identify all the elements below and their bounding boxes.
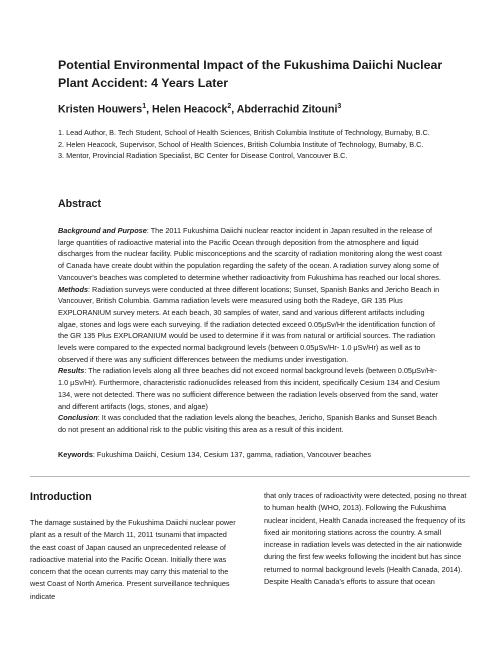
- abstract-heading: Abstract: [58, 198, 101, 210]
- author-affiliation-mark: 3: [337, 103, 342, 110]
- abstract-methods: [58, 284, 446, 366]
- keywords-label: Keywords: [58, 450, 93, 459]
- abstract-background: [58, 225, 446, 284]
- affiliation-item: 2. Helen Heacock, Supervisor, School of Health Sciences, British Columbia Institute of Technology, Burnaby, B.C.: [58, 139, 424, 149]
- keywords: [58, 450, 371, 459]
- abstract-conclusion-label: Conclusion: [58, 413, 98, 423]
- author-name: Abderrachid Zitouni: [236, 103, 338, 116]
- paper-title: Potential Environmental Impact of the Fukushima Daiichi Nuclear Plant Accident: 4 Years Later: [58, 58, 443, 90]
- abstract-results-label: Results: [58, 366, 85, 376]
- abstract-methods-text: : Radiation surveys were conducted at three different locations; Sunset, Spanish Banks and Jericho Beach in Vancouver, British Columbia. Gamma radiation levels were measured using both the Radeye, GR 135 Plus EXPLORANIUM survey meters. At each beach, 30 samples of water, sand and various different artifacts including algae, stones and logs were each surveying. If the radiation detected exceed 0.05μSv/Hr the identification function of the GR 135 Plus EXPLORANIUM would be used to determine if it was from natural or artificial sources. The radiation levels were compared to the expected normal background levels (between 0.05μSv/Hr- 1.0 μSv/Hr) as well as to observed if there was any sufficient differences between the mediums under investigation.: [58, 284, 440, 364]
- abstract-results-text: : The radiation levels along all three beaches did not exceed normal background levels (between 0.05μSv/Hr- 1.0 μSv/Hr). Furthermore, characteristic radionuclides released from this incident, specifically Cesium 134 and Cesium 134, were not detected. There was no sufficient difference between the radiation levels observed from the sand, water and different artifacts (logs, stones, and algae): [58, 366, 440, 411]
- introduction-right-column: that only traces of radioactivity were detected, posing no threat to human health (WHO, 2013). Following the Fukushima nuclear incident, Health Canada increased the frequency of its fixed air monitoring stations across the country. A small increase in radiation levels was detected in the air nationwide during the first few weeks following the incident but has since returned to normal background levels (Health Canada, 2014). Despite Health Canada's efforts to assure that ocean: [264, 491, 467, 587]
- abstract-results: [58, 365, 446, 412]
- author-name: Helen Heacock: [151, 103, 228, 116]
- affiliation-item: 1. Lead Author, B. Tech Student, School of Health Sciences, British Columbia Institute of Technology, Burnaby, B.C.: [58, 128, 430, 137]
- introduction-heading: Introduction: [30, 491, 92, 503]
- author-affiliation-mark: 2: [227, 103, 232, 110]
- author-name: Kristen Houwers: [58, 103, 143, 116]
- introduction-left-column: The damage sustained by the Fukushima Daiichi nuclear power plant as a result of the March 11, 2011 tsunami that impacted the east coast of Japan caused an unprecedented release of radioactive material into the Pacific Ocean. Initially there was concern that the ocean currents may carry this material to the west Coast of North America. Present surveillance techniques indicate: [30, 518, 236, 601]
- abstract-methods-label: Methods: [58, 284, 88, 294]
- author-affiliation-mark: 1: [142, 103, 147, 110]
- keywords-text: : Fukushima Daiichi, Cesium 134, Cesium 137, gamma, radiation, Vancouver beaches: [92, 450, 371, 459]
- abstract-conclusion-text: : It was concluded that the radiation levels along the beaches, Jericho, Spanish Banks and Sunset Beach do not present an additional risk to the public visiting this area as a result of this incident.: [58, 413, 437, 434]
- author-list: Kristen Houwers$^1$, Helen Heacock$^2$, Abderrachid Zitouni$^3$: [58, 103, 342, 116]
- section-divider: [30, 476, 470, 477]
- abstract-body: [58, 225, 446, 436]
- affiliations: [58, 127, 448, 162]
- abstract-background-label: Background and Purpose: [58, 226, 147, 235]
- abstract-conclusion: [58, 412, 446, 435]
- abstract-background-text: : The 2011 Fukushima Daiichi nuclear reactor incident in Japan resulted in the release of large quantities of radioactive material into the Pacific Ocean through deposition from the atmosphere and liquid discharges from the nuclear facility. Public misconceptions and the scarcity of radiation monitoring along the west coast of Canada have create doubt within the population regarding the safety of the ocean. A radiation survey along some of Vancouver's beaches was completed to determine whether radioactivity from Fukushima has reached our local shores.: [58, 226, 442, 282]
- affiliation-item: 3. Mentor, Provincial Radiation Specialist, BC Center for Disease Control, Vancouver B.C.: [58, 151, 348, 161]
